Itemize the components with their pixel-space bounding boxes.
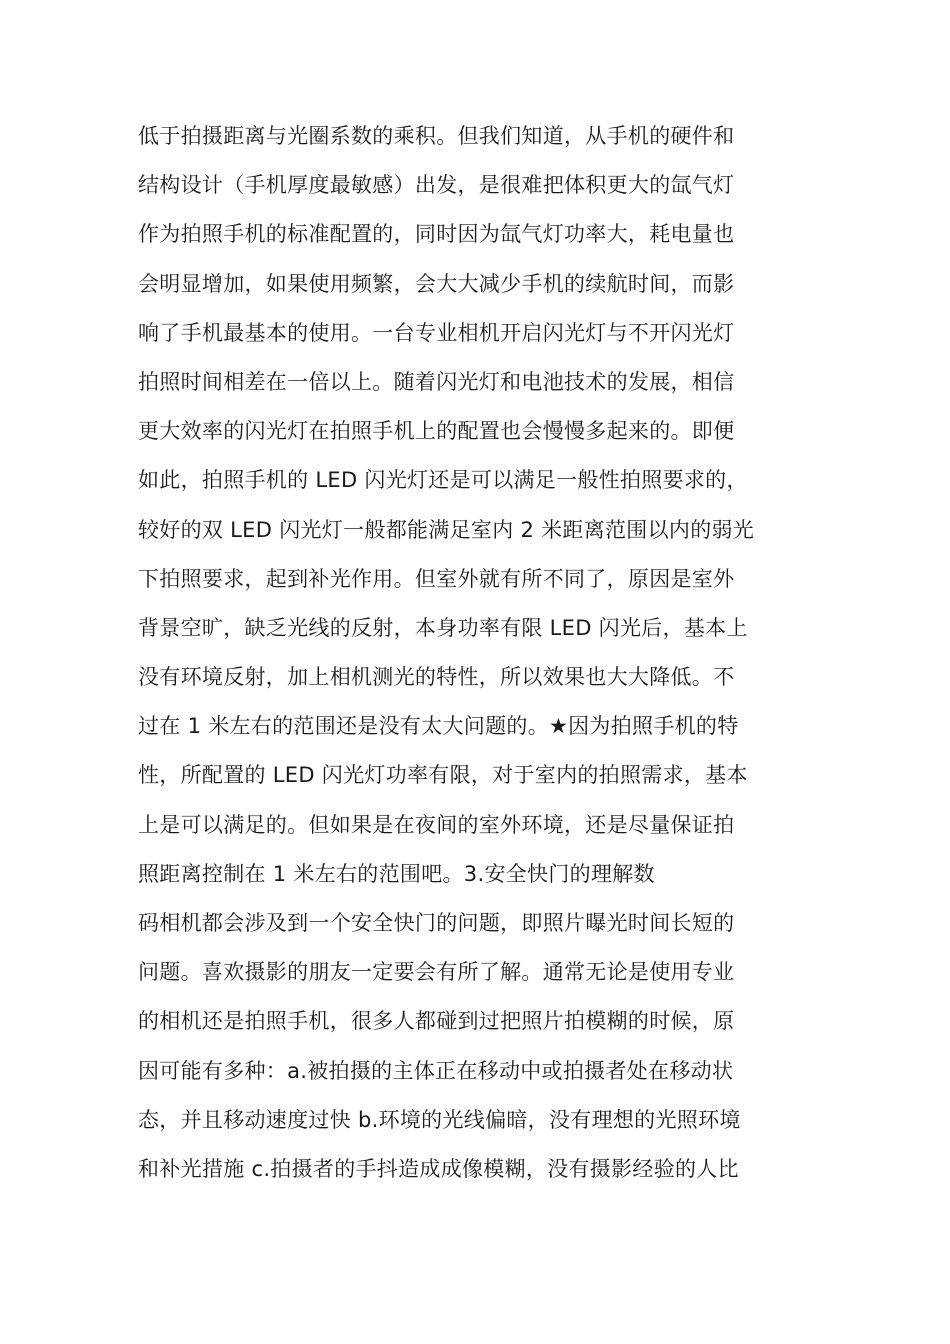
text-line: 问题。喜欢摄影的朋友一定要会有所了解。通常无论是使用专业 [138, 960, 735, 985]
text-line: 照距离控制在 1 米左右的范围吧。3.安全快门的理解数 [138, 861, 655, 886]
text-line: 如此，拍照手机的 LED 闪光灯还是可以满足一般性拍照要求的， [138, 468, 748, 493]
text-line: 码相机都会涉及到一个安全快门的问题，即照片曝光时间长短的 [138, 911, 735, 935]
text-line: 下拍照要求，起到补光作用。但室外就有所不同了，原因是室外 [138, 566, 735, 591]
text-line: 拍照时间相差在一倍以上。随着闪光灯和电池技术的发展，相信 [138, 369, 735, 394]
text-line: 过在 1 米左右的范围还是没有太大问题的。★因为拍照手机的特 [138, 714, 739, 739]
text-line: 和补光措施 c.拍摄者的手抖造成成像模糊，没有摄影经验的人比 [138, 1156, 739, 1181]
text-line: 更大效率的闪光灯在拍照手机上的配置也会慢慢多起来的。即便 [138, 419, 735, 444]
text-line: 性，所配置的 LED 闪光灯功率有限，对于室内的拍照需求，基本 [138, 763, 748, 788]
body-text [138, 112, 818, 1194]
text-line: 结构设计（手机厚度最敏感）出发，是很难把体积更大的氙气灯 [138, 173, 735, 198]
text-line: 响了手机最基本的使用。一台专业相机开启闪光灯与不开闪光灯 [138, 320, 735, 345]
text-line: 会明显增加，如果使用频繁，会大大减少手机的续航时间，而影 [138, 271, 735, 296]
text-line: 没有环境反射，加上相机测光的特性，所以效果也大大降低。不 [138, 665, 735, 690]
text-line: 作为拍照手机的标准配置的，同时因为氙气灯功率大，耗电量也 [138, 222, 735, 247]
text-line: 因可能有多种：a.被拍摄的主体正在移动中或拍摄者处在移动状 [138, 1058, 734, 1083]
text-line: 态，并且移动速度过快 b.环境的光线偏暗，没有理想的光照环境 [138, 1107, 741, 1132]
text-line: 背景空旷，缺乏光线的反射，本身功率有限 LED 闪光后，基本上 [138, 615, 748, 640]
text-line: 的相机还是拍照手机，很多人都碰到过把照片拍模糊的时候，原 [138, 1009, 735, 1034]
text-line: 低于拍摄距离与光圈系数的乘积。但我们知道，从手机的硬件和 [138, 124, 735, 148]
text-line: 较好的双 LED 闪光灯一般都能满足室内 2 米距离范围以内的弱光 [138, 517, 755, 542]
text-line: 上是可以满足的。但如果是在夜间的室外环境，还是尽量保证拍 [138, 812, 735, 837]
